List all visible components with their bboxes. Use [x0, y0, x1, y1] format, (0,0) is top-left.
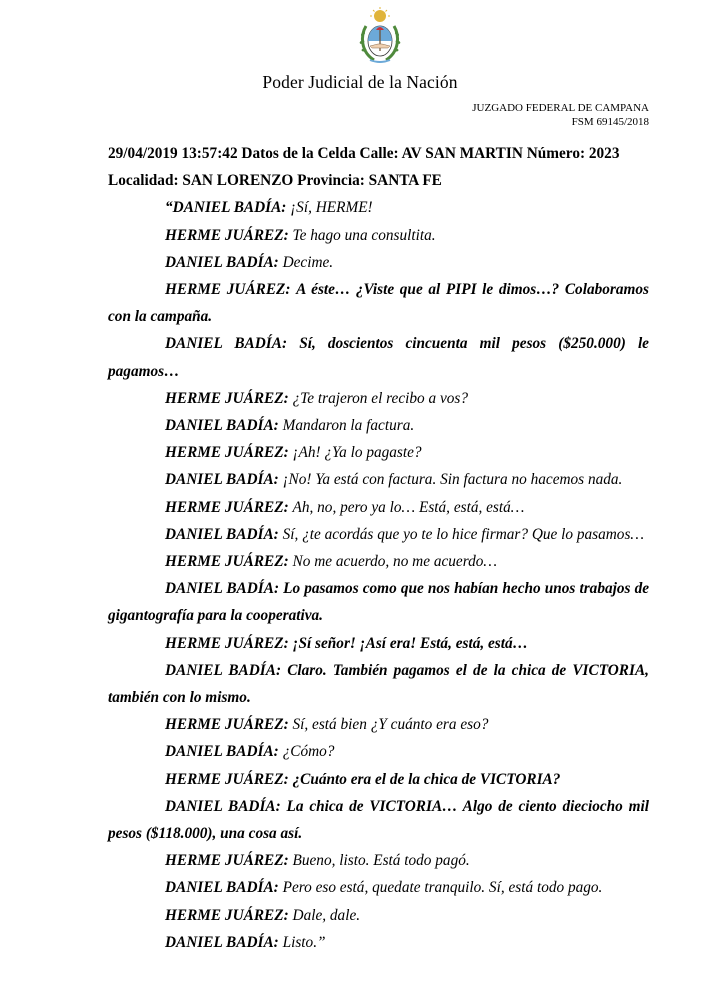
- dialogue-line: [108, 222, 649, 249]
- dialogue-line: [108, 929, 649, 956]
- dialogue-line: [108, 548, 649, 575]
- dialogue-line: [108, 575, 649, 629]
- dialogue-line: [108, 330, 649, 384]
- speaker-name: DANIEL BADÍA:: [165, 335, 288, 353]
- call-record-line-1: 29/04/2019 13:57:42 Datos de la Celda Calle: AV SAN MARTIN Número: 2023: [108, 145, 620, 162]
- speaker-name: DANIEL BADÍA:: [165, 743, 279, 761]
- utterance-text: Pero eso está, quedate tranquilo. Sí, está todo pago.: [282, 879, 603, 897]
- utterance-text: Mandaron la factura.: [282, 417, 415, 435]
- dialogue-line: [108, 847, 649, 874]
- utterance-text: Sí, doscientos cincuenta mil pesos ($250.000) le pagamos…: [108, 335, 649, 380]
- dialogue-line: [108, 766, 649, 793]
- speaker-name: DANIEL BADÍA:: [165, 661, 282, 679]
- speaker-name: DANIEL BADÍA:: [165, 471, 279, 489]
- speaker-name: HERME JUÁREZ:: [165, 498, 289, 516]
- dialogue-line: [108, 439, 649, 466]
- utterance-text: ¿Cuánto era el de la chica de VICTORIA?: [292, 770, 561, 788]
- utterance-text: Sí, está bien ¿Y cuánto era eso?: [292, 716, 489, 734]
- court-name: JUZGADO FEDERAL DE CAMPANA: [472, 102, 649, 114]
- speaker-name: DANIEL BADÍA:: [165, 580, 280, 598]
- case-number: FSM 69145/2018: [571, 116, 649, 128]
- utterance-text: No me acuerdo, no me acuerdo…: [292, 553, 497, 571]
- dialogue-line: [108, 249, 649, 276]
- speaker-name: HERME JUÁREZ:: [165, 634, 289, 652]
- call-record-line-2: Localidad: SAN LORENZO Provincia: SANTA FE: [108, 172, 442, 190]
- utterance-text: ¡Sí, HERME!: [290, 199, 373, 217]
- dialogue-line: [108, 874, 649, 901]
- utterance-text: Claro. También pagamos el de la chica de VICTORIA, también con lo mismo.: [108, 661, 649, 707]
- utterance-text: Listo.”: [282, 933, 326, 951]
- speaker-name: DANIEL BADÍA:: [165, 253, 279, 271]
- speaker-name: HERME JUÁREZ:: [165, 226, 289, 244]
- national-coat-of-arms-icon: [356, 6, 404, 66]
- utterance-text: ¡Ah! ¿Ya lo pagaste?: [292, 444, 422, 462]
- utterance-text: Te hago una consultita.: [292, 226, 436, 244]
- dialogue-line: [108, 194, 649, 221]
- dialogue-line: [108, 494, 649, 521]
- dialogue-line: [108, 521, 649, 548]
- utterance-text: ¿Cómo?: [282, 743, 335, 761]
- utterance-text: ¿Te trajeron el recibo a vos?: [292, 389, 468, 407]
- utterance-text: A éste… ¿Viste que al PIPI le dimos…? Colaboramos con la campaña.: [108, 281, 649, 326]
- speaker-name: HERME JUÁREZ:: [165, 770, 289, 788]
- sun-rays: [370, 7, 390, 22]
- dialogue-line: [108, 412, 649, 439]
- court-header: [472, 101, 649, 129]
- dialogue-line: [108, 276, 649, 330]
- speaker-name: DANIEL BADÍA:: [165, 879, 279, 897]
- utterance-text: Lo pasamos como que nos habían hecho unos trabajos de gigantografía para la cooperativa.: [108, 580, 650, 625]
- speaker-name: DANIEL BADÍA:: [165, 797, 281, 815]
- speaker-name: “DANIEL BADÍA:: [165, 199, 287, 217]
- utterance-text: Dale, dale.: [292, 906, 361, 924]
- speaker-name: DANIEL BADÍA:: [165, 933, 279, 951]
- dialogue-line: [108, 630, 649, 657]
- dialogue-line: [108, 902, 649, 929]
- speaker-name: HERME JUÁREZ:: [165, 906, 289, 924]
- dialogue-line: [108, 657, 649, 711]
- utterance-text: ¡Sí señor! ¡Así era! Está, está, está…: [292, 634, 528, 652]
- dialogue-line: [108, 793, 649, 847]
- speaker-name: DANIEL BADÍA:: [165, 417, 279, 435]
- dialogue-list: [108, 194, 649, 956]
- dialogue-line: [108, 738, 649, 765]
- dialogue-line: [108, 711, 649, 738]
- dialogue-line: [108, 466, 649, 493]
- transcript-body: [108, 140, 649, 956]
- utterance-text: Bueno, listo. Está todo pagó.: [292, 852, 470, 870]
- speaker-name: HERME JUÁREZ:: [165, 444, 289, 462]
- utterance-text: Decime.: [282, 253, 334, 271]
- dialogue-line: [108, 385, 649, 412]
- speaker-name: DANIEL BADÍA:: [165, 525, 279, 543]
- speaker-name: HERME JUÁREZ:: [165, 389, 289, 407]
- utterance-text: La chica de VICTORIA… Algo de ciento dieciocho mil pesos ($118.000), una cosa así.: [108, 797, 649, 843]
- speaker-name: HERME JUÁREZ:: [165, 716, 289, 734]
- institution-name: Poder Judicial de la Nación: [262, 72, 458, 92]
- speaker-name: HERME JUÁREZ:: [165, 852, 289, 870]
- utterance-text: Ah, no, pero ya lo… Está, está, está…: [292, 498, 525, 516]
- utterance-text: ¡No! Ya está con factura. Sin factura no hacemos nada.: [282, 471, 623, 489]
- utterance-text: Sí, ¿te acordás que yo te lo hice firmar? Que lo pasamos…: [282, 525, 645, 543]
- speaker-name: HERME JUÁREZ:: [165, 281, 291, 299]
- speaker-name: HERME JUÁREZ:: [165, 553, 289, 571]
